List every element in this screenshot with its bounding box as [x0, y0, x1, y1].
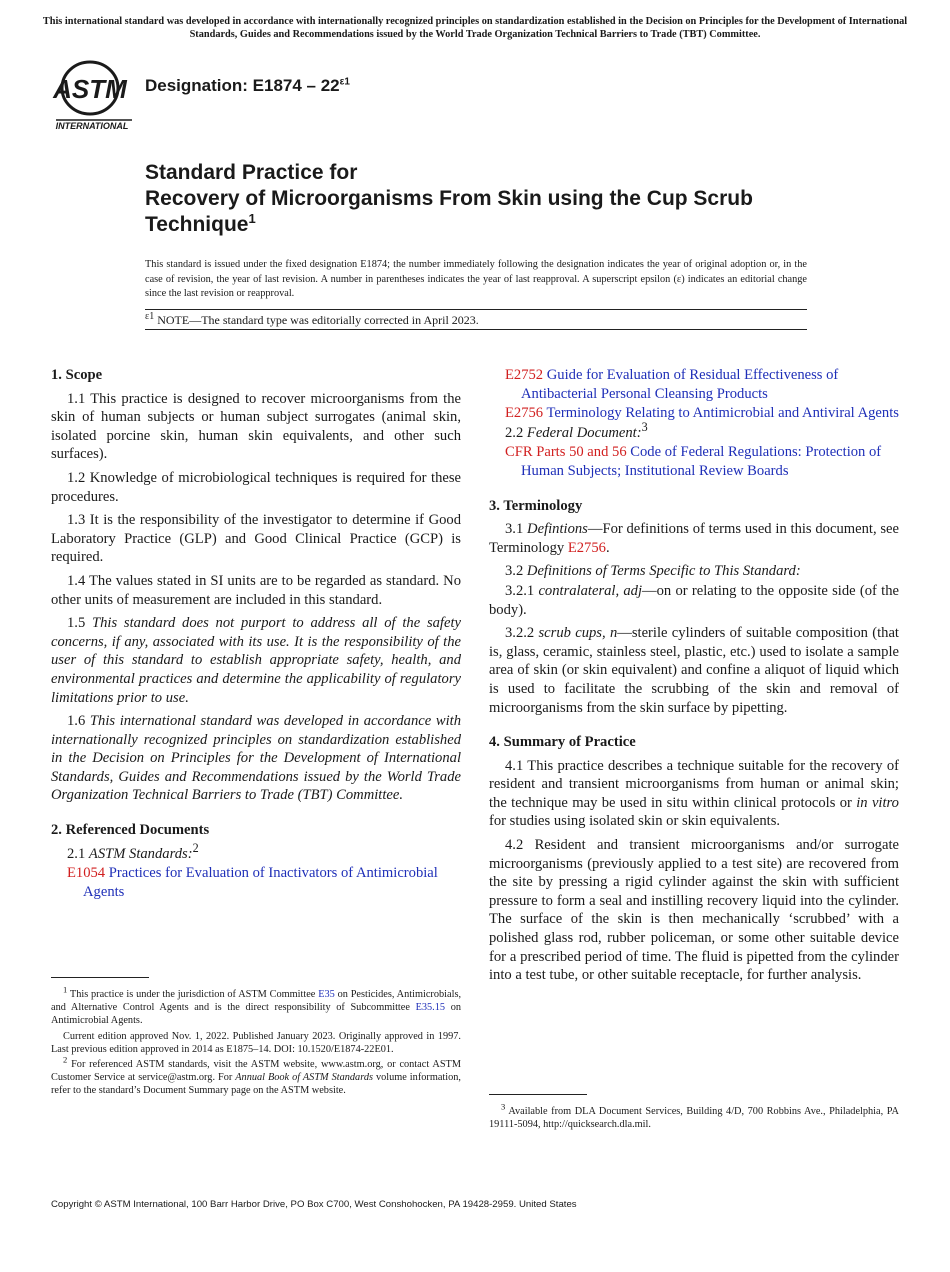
reference-title-link[interactable]: Guide for Evaluation of Residual Effectiveness of Antibacterial Personal Cleansing Products: [521, 367, 839, 402]
divider: [145, 329, 807, 330]
paragraph-3-1: 3.1 Defintions—For definitions of terms used in this document, see Terminology E2756.: [489, 521, 900, 556]
paragraph-1-1: 1.1 This practice is designed to recover microorganisms from the skin of human subjects or human subject surrogates (animal skin, isolated porcine skin, human skin equivalents, and other such surfaces).: [51, 390, 461, 463]
section-heading-referenced-documents: 2. Referenced Documents: [51, 822, 210, 839]
epsilon-note: $^{\varepsilon 1}$ NOTE—The standard type was editorially corrected in April 2023.: [145, 311, 479, 327]
reference-cfr: [505, 443, 899, 480]
footnote-1: $^1$ This practice is under the jurisdiction of ASTM Committee E35 on Pesticides, Antimicrobials, and Alternative Control Agents and is the direct responsibility of Subcommittee E35.15 on Antimicrobial Agents.: [51, 984, 462, 1027]
paragraph-2-1: 2.1 ASTM Standards:$^2$: [67, 840, 199, 862]
reference-e1054: [67, 864, 461, 901]
right-column: [489, 366, 899, 990]
footnotes-right: [489, 1101, 899, 1133]
terminology-link-e2756[interactable]: E2756: [567, 539, 606, 556]
reference-title-link[interactable]: Code of Federal Regulations: Protection of Human Subjects; Institutional Review Boards: [521, 444, 882, 479]
divider: [145, 309, 807, 310]
reference-code-link[interactable]: E1054: [67, 865, 106, 882]
footnote-divider: [51, 977, 149, 978]
paragraph-3-2-2: 3.2.2 scrub cups, n—sterile cylinders of suitable composition (that is, glass, ceramic, stainless steel, plastic, etc.) used to isolate a sample area of skin (or skin equivalent) and confine a aliquot of liquid which is used to facilitate the scrubbing of the skin and removal of microorganisms from the skin surface by pipetting.: [489, 625, 899, 716]
footnote-edition: Current edition approved Nov. 1, 2022. Published January 2023. Originally approved in 1997. Last previous edition approved in 2014 as E1875–14. DOI: 10.1520/E1874-22E01.: [51, 1030, 461, 1055]
section-heading-summary: 4. Summary of Practice: [489, 734, 636, 751]
reference-e2752: [505, 366, 899, 403]
paragraph-4-2: 4.2 Resident and transient microorganisms and/or surrogate microorganisms (previously applied to a test site) are recovered from the site by pressing a rigid cylinder against the skin with sufficient pressure to form a seal and instilling recovery liquid into the cylinder. The surface of the skin is then mechanically ‘scrubbed’ with a polished glass rod, rubber policeman, or some other suitable device for a prescribed period of time. The fluid is pipetted from the cylinder into a test tube, or other suitable receptacle, for further analysis.: [489, 837, 899, 984]
issued-note: This standard is issued under the fixed designation E1874; the number immediately following the designation indicates the year of original adoption or, in the case of revision, the year of last revision. A number in parentheses indicates the year of last reapproval. A superscript epsilon (ε) indicates an editorial change since the last revision or reapproval.: [145, 259, 807, 299]
svg-text:ASTM: ASTM: [53, 74, 127, 104]
footnotes-left: [51, 984, 462, 1100]
footnote-2: $^2$ For referenced ASTM standards, visit the ASTM website, www.astm.org, or contact ASTM Customer Service at service@astm.org. For Annual Book of ASTM Standards volume information, refer to the standard’s Document Summary page on the ASTM website.: [51, 1054, 461, 1097]
paragraph-4-1: 4.1 This practice describes a technique suitable for the recovery of resident and transient microorganisms from human or animal skin; the technique may be used in situ within clinical protocols or in vitro for studies using isolated skin or skin equivalents.: [489, 757, 899, 830]
paragraph-1-4: 1.4 The values stated in SI units are to be regarded as standard. No other units of measurement are included in this standard.: [51, 572, 461, 608]
page-title: [145, 160, 825, 238]
astm-logo: [52, 58, 136, 132]
paragraph-3-2: 3.2 Definitions of Terms Specific to This Standard:: [505, 563, 801, 580]
paragraph-1-5: 1.5 This standard does not purport to address all of the safety concerns, if any, associated with its use. It is the responsibility of the user of this standard to establish appropriate safety, health, and environmental practices and determine the applicability of regulatory limitations prior to use.: [51, 615, 461, 706]
section-heading-scope: 1. Scope: [51, 367, 103, 383]
reference-title-link[interactable]: Practices for Evaluation of Inactivators of Antimicrobial Agents: [83, 865, 438, 900]
reference-code-link[interactable]: E2752: [505, 367, 544, 383]
paragraph-1-2: 1.2 Knowledge of microbiological techniques is required for these procedures.: [51, 469, 461, 505]
svg-text:INTERNATIONAL: INTERNATIONAL: [55, 121, 129, 131]
title-line-2: Recovery of Microorganisms From Skin using the Cup Scrub Technique$^1$: [145, 187, 753, 236]
reference-e2756: [505, 404, 899, 423]
reference-code-link[interactable]: E2756: [505, 405, 544, 422]
paragraph-3-2-1: 3.2.1 contralateral, adj—on or relating to the opposite side (of the body).: [489, 582, 899, 618]
reference-title-link[interactable]: Terminology Relating to Antimicrobial and Antiviral Agents: [546, 405, 899, 422]
left-column: [51, 366, 461, 902]
reference-list: [505, 366, 899, 423]
section-heading-terminology: 3. Terminology: [489, 497, 583, 514]
reference-cfr-container: [505, 443, 899, 480]
top-notice: This international standard was developed in accordance with internationally recognized principles on standardization established in the Decision on Principles for the Development of International Standards, Guides and Recommendations issued by the World Trade Organization Technical Barriers to Trade (TBT) Committee.: [42, 16, 908, 40]
paragraph-2-2: 2.2 Federal Document:$^3$: [505, 419, 648, 441]
reference-code-link[interactable]: CFR Parts 50 and 56: [505, 444, 627, 461]
copyright: Copyright © ASTM International, 100 Barr Harbor Drive, PO Box C700, West Conshohocken, PA 19428-2959. United States: [51, 1199, 577, 1210]
footnote-divider: [489, 1094, 587, 1095]
footnote-link-e35[interactable]: E35: [318, 989, 335, 1000]
paragraph-1-6: 1.6 This international standard was developed in accordance with internationally recognized principles on standardization established in the Decision on Principles for the Development of International Standards, Guides and Recommendations issued by the World Trade Organization Technical Barriers to Trade (TBT) Committee.: [51, 713, 462, 804]
designation: Designation: $E1874 - 22^{\varepsilon 1}$: [145, 76, 350, 95]
paragraph-1-3: 1.3 It is the responsibility of the investigator to determine if Good Laboratory Practice (GLP) and Good Clinical Practice (GCP) is required.: [51, 512, 461, 566]
footnote-link-e35-15[interactable]: E35.15: [415, 1002, 446, 1014]
title-line-1: Standard Practice for: [145, 161, 358, 184]
footnote-3: $^3$ Available from DLA Document Services, Building 4/D, 700 Robbins Ave., Philadelphia, PA 19111-5094, http://quicksearch.dla.mil.: [489, 1101, 899, 1131]
